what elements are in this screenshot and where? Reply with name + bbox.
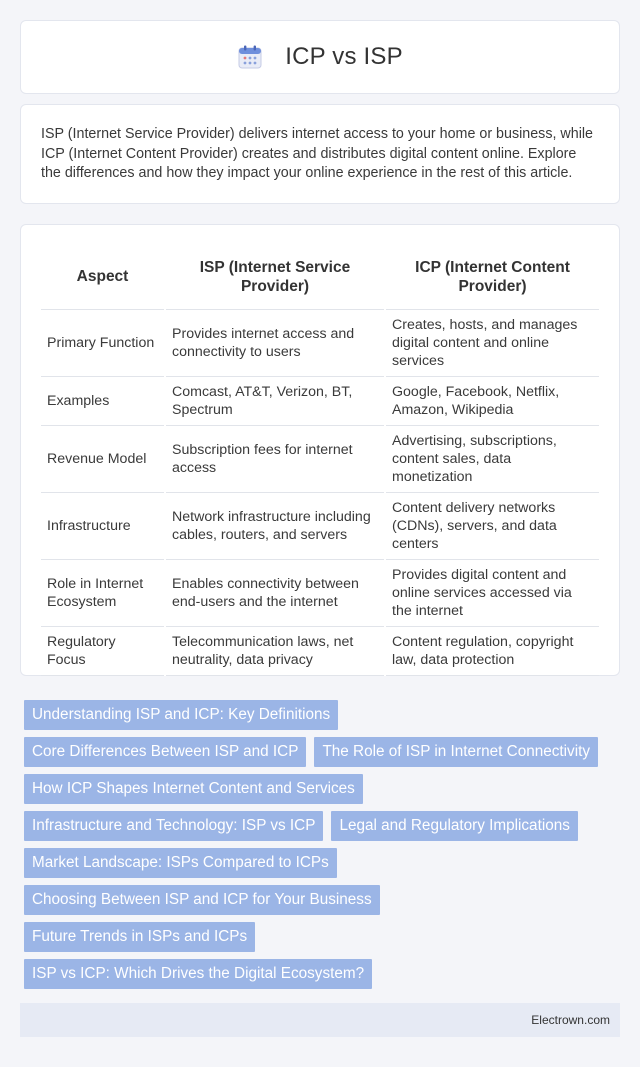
tag-link[interactable]: The Role of ISP in Internet Connectivity: [314, 737, 598, 767]
tag-row: [24, 922, 624, 952]
cell-icp: Creates, hosts, and manages digital content and online services: [385, 309, 599, 376]
cell-isp: Enables connectivity between end-users and the internet: [165, 559, 385, 626]
cell-icp: Provides digital content and online services accessed via the internet: [385, 559, 599, 626]
header-isp: ISP (Internet Service Provider): [165, 245, 385, 309]
tag-link[interactable]: Legal and Regulatory Implications: [331, 811, 577, 841]
topic-tags: [24, 700, 624, 996]
tag-link[interactable]: ISP vs ICP: Which Drives the Digital Ecosystem?: [24, 959, 372, 989]
cell-aspect: Primary Function: [41, 309, 165, 376]
header-icp: ICP (Internet Content Provider): [385, 245, 599, 309]
tag-row: [24, 811, 624, 841]
tag-row: [24, 959, 624, 989]
header-aspect: Aspect: [41, 245, 165, 309]
table-row: [41, 425, 599, 492]
cell-isp: Provides internet access and connectivity to users: [165, 309, 385, 376]
cell-aspect: Role in Internet Ecosystem: [41, 559, 165, 626]
footer: [20, 1003, 620, 1037]
tag-row: [24, 848, 624, 878]
cell-icp: Content regulation, copyright law, data protection: [385, 626, 599, 675]
cell-isp: Network infrastructure including cables, routers, and servers: [165, 492, 385, 559]
title-wrap: [237, 43, 403, 71]
cell-aspect: Regulatory Focus: [41, 626, 165, 675]
table-row: [41, 376, 599, 425]
comparison-table: [41, 245, 599, 676]
tag-row: [24, 700, 624, 730]
footer-site-link[interactable]: Electrown.com: [531, 1013, 610, 1027]
cell-icp: Advertising, subscriptions, content sales, data monetization: [385, 425, 599, 492]
table-row: [41, 492, 599, 559]
table-row: [41, 309, 599, 376]
tag-row: [24, 737, 624, 767]
intro-card: [20, 104, 620, 204]
tag-link[interactable]: How ICP Shapes Internet Content and Services: [24, 774, 363, 804]
tag-link[interactable]: Choosing Between ISP and ICP for Your Business: [24, 885, 380, 915]
cell-isp: Comcast, AT&T, Verizon, BT, Spectrum: [165, 376, 385, 425]
calendar-icon: [237, 44, 263, 70]
tag-link[interactable]: Market Landscape: ISPs Compared to ICPs: [24, 848, 337, 878]
cell-isp: Telecommunication laws, net neutrality, data privacy: [165, 626, 385, 675]
table-row: [41, 559, 599, 626]
tag-link[interactable]: Infrastructure and Technology: ISP vs ICP: [24, 811, 323, 841]
table-card: [20, 224, 620, 676]
table-row: [41, 626, 599, 675]
tag-link[interactable]: Understanding ISP and ICP: Key Definitions: [24, 700, 338, 730]
cell-aspect: Infrastructure: [41, 492, 165, 559]
tag-link[interactable]: Future Trends in ISPs and ICPs: [24, 922, 255, 952]
tag-row: [24, 885, 624, 915]
cell-icp: Google, Facebook, Netflix, Amazon, Wikipedia: [385, 376, 599, 425]
tag-row: [24, 774, 624, 804]
intro-text: ISP (Internet Service Provider) delivers internet access to your home or business, while ICP (Internet Content Provider) creates and distributes digital content online. Explore the differences and how they impact your online experience in the rest of this article.: [41, 126, 594, 181]
cell-aspect: Examples: [41, 376, 165, 425]
tag-link[interactable]: Core Differences Between ISP and ICP: [24, 737, 306, 767]
table-header-row: [41, 245, 599, 309]
title-card: [20, 20, 620, 94]
cell-aspect: Revenue Model: [41, 425, 165, 492]
page-title: ICP vs ISP: [285, 43, 403, 70]
cell-icp: Content delivery networks (CDNs), servers, and data centers: [385, 492, 599, 559]
cell-isp: Subscription fees for internet access: [165, 425, 385, 492]
